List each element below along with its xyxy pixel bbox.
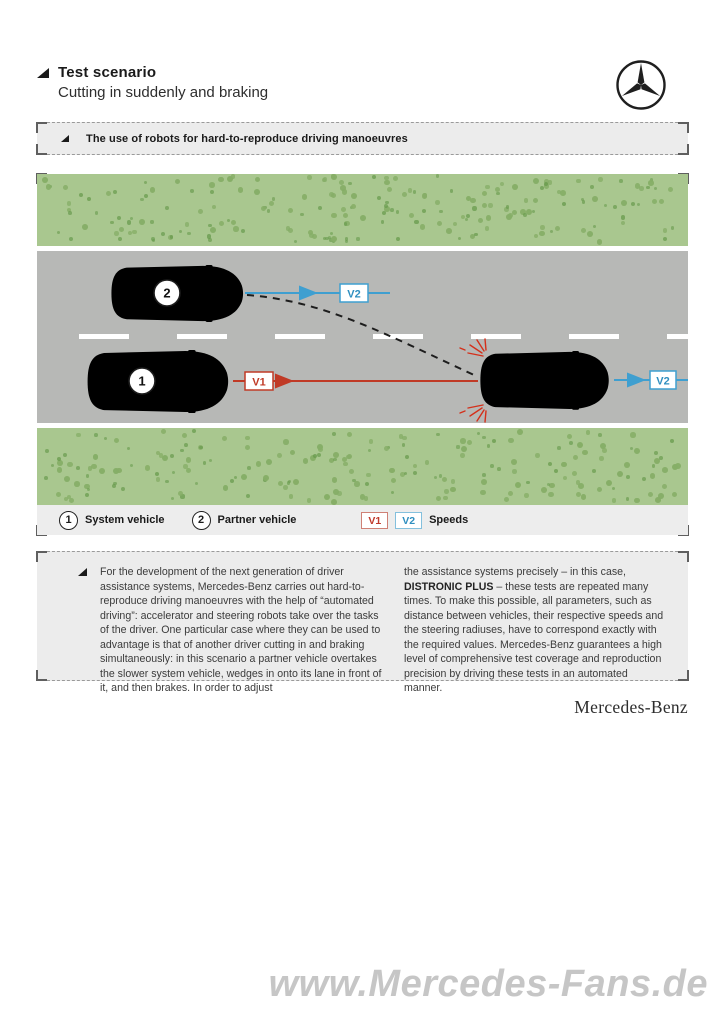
v2-speed-arrow-bottom — [614, 371, 688, 389]
page-title: Test scenario — [58, 64, 157, 81]
description-block — [37, 551, 688, 694]
body-text-column-2 — [404, 565, 664, 696]
mercedes-benz-signature: Mercedes-Benz — [574, 697, 688, 717]
braking-vehicle-car — [480, 351, 608, 410]
body-text-column-1: For the development of the next generation of driver assistance systems, Mercedes-Benz carries out hard-to-reproduce driving manoeuvres with the help of “automated driving”: accelerator and steering robots take over the tasks of the driver. One particular case where they can be used to advantage is that of another driver cutting in and braking simultaneously: in this scenario a partner vehicle overtakes the slower system vehicle, wedges in onto its lane in front of it, and then brakes. In order to adjust — [100, 566, 382, 694]
section-marker-icon — [78, 568, 87, 576]
corner-mark — [36, 122, 47, 133]
body-text-post: – these tests are repeated many times. To make this possible, all parameters, such as distance between vehicles, their respective speeds and the steering radiuses, have to correspond exactly with the required values. Mercedes-Benz guarantees a high level of comprehensive test coverage and reproduction precision by driving these tests in an automated manner. — [404, 580, 664, 694]
v1-speed-arrow — [233, 372, 478, 390]
test-scenario-diagram — [37, 174, 688, 535]
banner — [37, 122, 688, 155]
mercedes-logo-icon — [614, 58, 668, 112]
corner-mark — [678, 670, 689, 681]
legend-label-system-vehicle: System vehicle — [85, 514, 165, 526]
v1-label: V1 — [252, 376, 266, 389]
vehicle1-number: 1 — [138, 373, 146, 389]
v2-speed-arrow-top — [245, 284, 390, 302]
watermark-text: www.Mercedes-Fans.de — [268, 963, 708, 1005]
v2-label: V2 — [656, 375, 670, 388]
corner-mark — [36, 670, 47, 681]
distronic-plus-bold: DISTRONIC PLUS — [404, 580, 494, 593]
diagram-overlay — [37, 174, 688, 505]
corner-mark — [678, 551, 689, 562]
vehicle2-number: 2 — [163, 285, 171, 301]
section-marker-icon — [61, 135, 69, 142]
section-marker-icon — [37, 68, 49, 78]
cut-in-path-dashed-line — [247, 295, 474, 375]
corner-mark — [36, 551, 47, 562]
system-vehicle-car — [88, 350, 229, 413]
legend-marker-1: 1 — [59, 511, 78, 530]
legend-label-speeds: Speeds — [429, 514, 469, 526]
corner-mark — [678, 122, 689, 133]
page-header — [37, 64, 268, 101]
corner-mark — [36, 144, 47, 155]
legend-v2-badge: V2 — [395, 512, 422, 529]
banner-title: The use of robots for hard-to-reproduce driving manoeuvres — [86, 132, 408, 145]
corner-mark — [678, 144, 689, 155]
legend-v1-badge: V1 — [361, 512, 388, 529]
body-text-pre: the assistance systems precisely – in this case, — [404, 566, 626, 578]
v2-label: V2 — [347, 288, 361, 301]
page-subtitle: Cutting in suddenly and braking — [58, 84, 269, 101]
diagram-legend — [37, 505, 688, 535]
legend-label-partner-vehicle: Partner vehicle — [217, 514, 297, 526]
legend-marker-2: 2 — [192, 511, 211, 530]
